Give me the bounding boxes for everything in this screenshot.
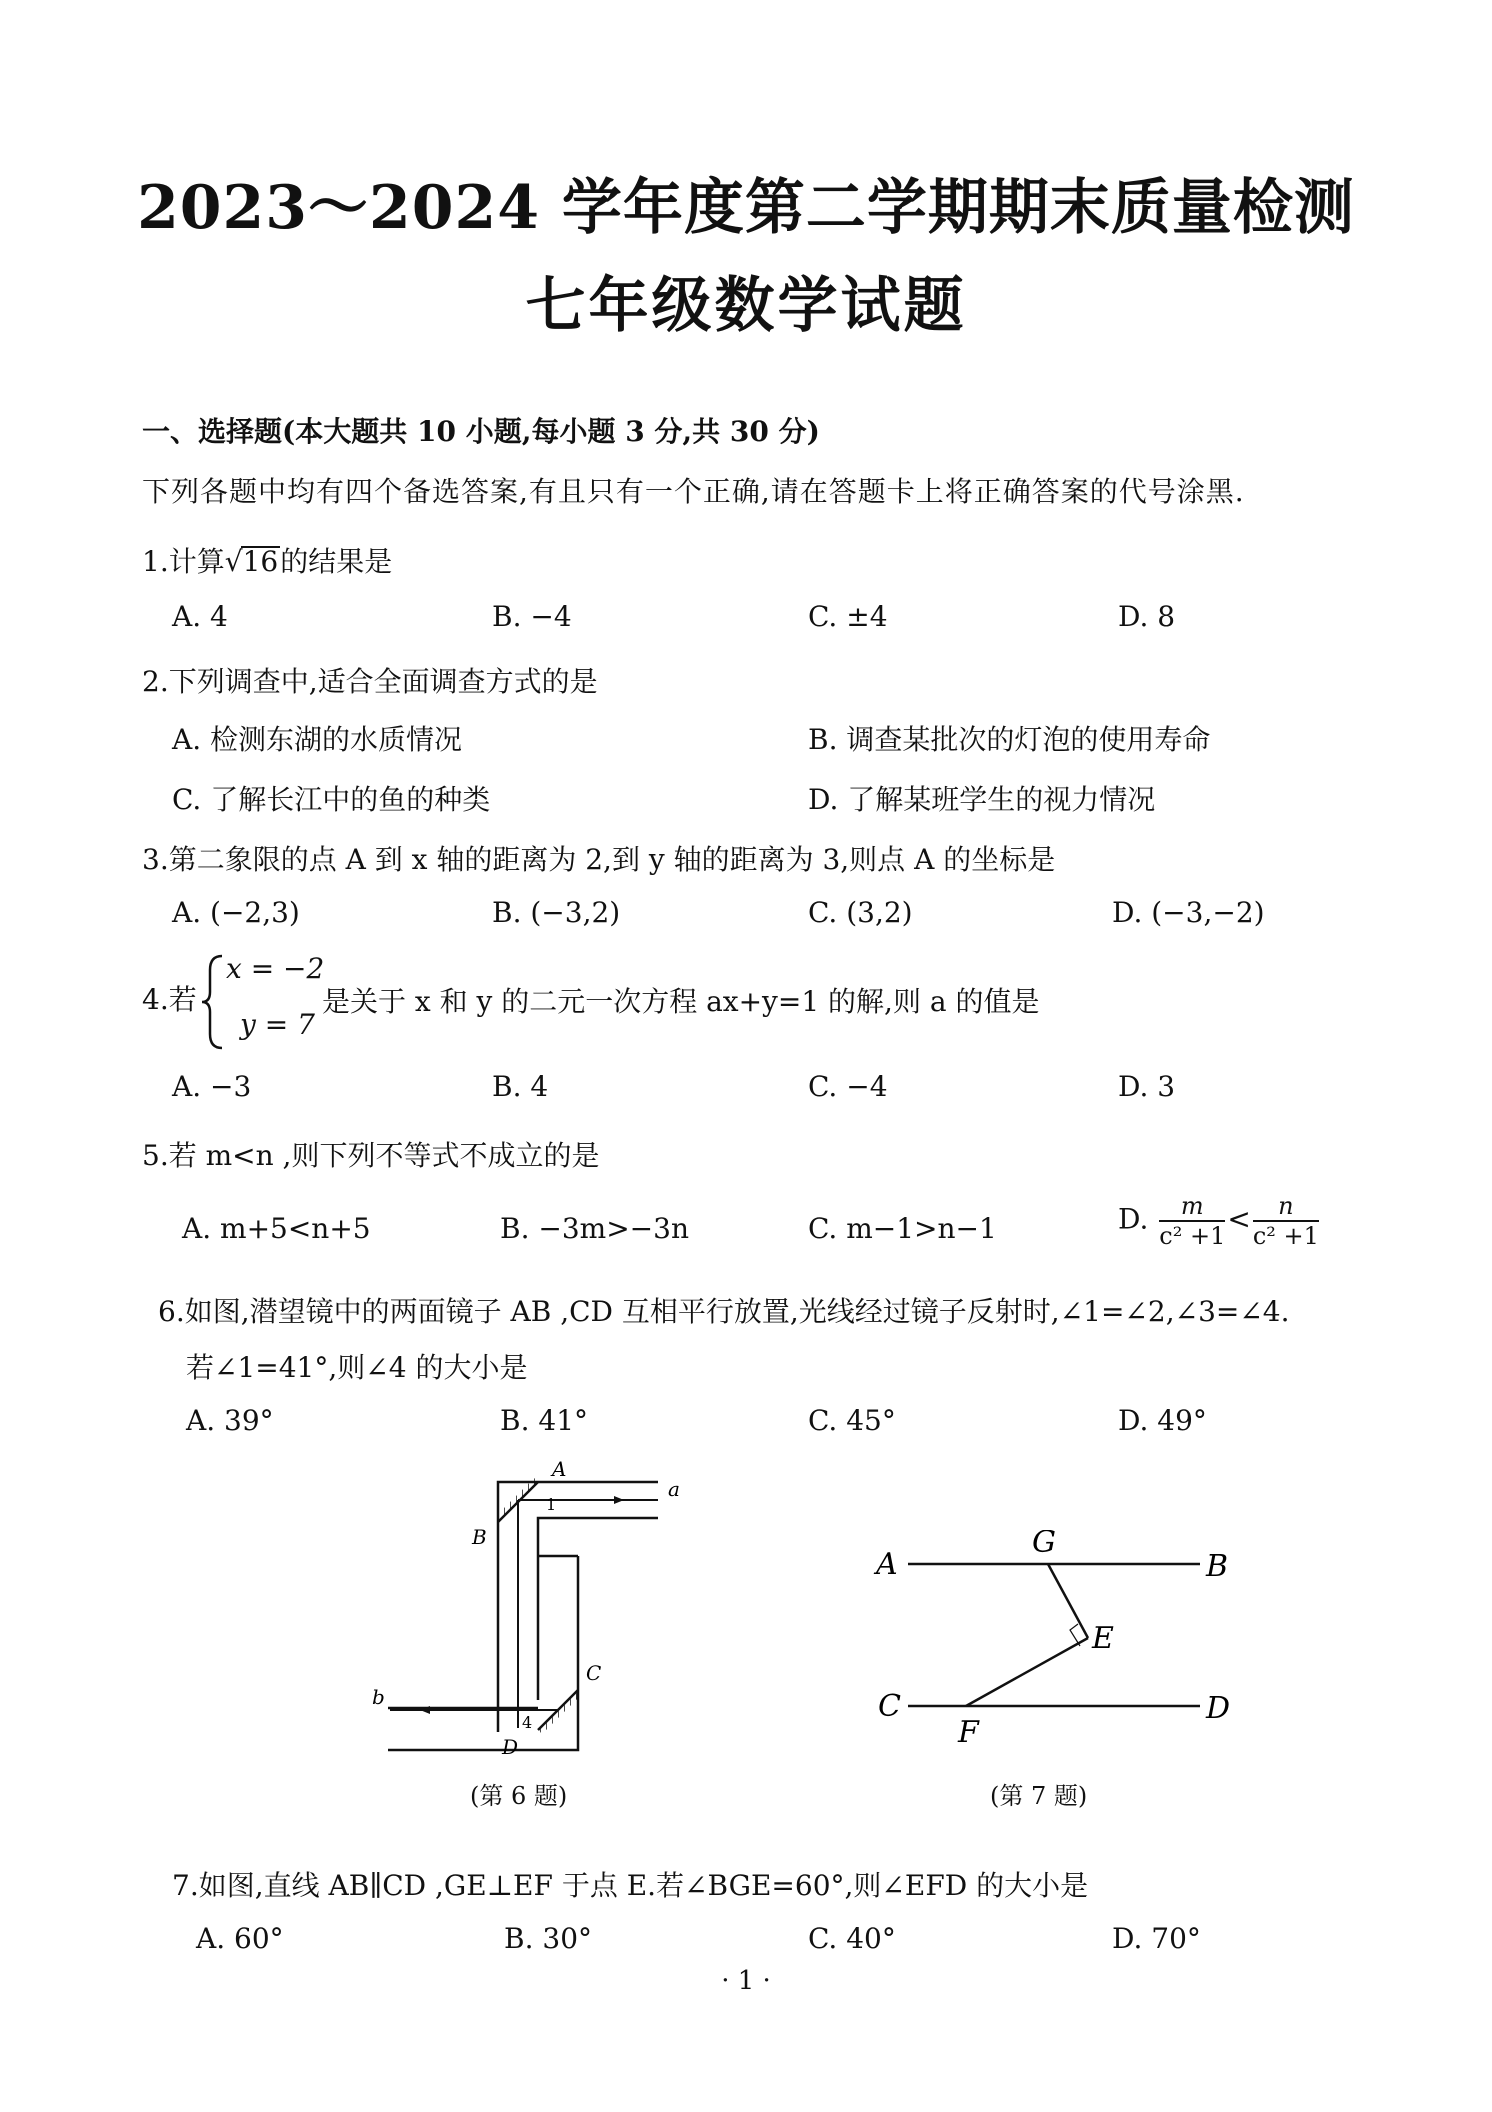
q4-option-b: B. 4 xyxy=(492,1070,549,1103)
q7-option-c: C. 40° xyxy=(808,1922,896,1955)
q5-optd-less-than: < xyxy=(1227,1202,1251,1236)
q1-option-b: B. −4 xyxy=(492,600,572,633)
q7-option-b: B. 30° xyxy=(504,1922,593,1955)
q3-option-b: B. (−3,2) xyxy=(492,896,621,929)
fig7-label-b: B xyxy=(1206,1549,1229,1584)
section-heading: 一、选择题(本大题共 10 小题,每小题 3 分,共 30 分) xyxy=(142,415,820,448)
q3-option-d: D. (−3,−2) xyxy=(1112,896,1265,929)
q3-option-c: C. (3,2) xyxy=(808,896,913,929)
question-6-line-1: 6.如图,潜望镜中的两面镜子 AB ,CD 互相平行放置,光线经过镜子反射时,∠1=∠2,∠3=∠4. xyxy=(158,1295,1290,1328)
q5-option-c: C. m−1>n−1 xyxy=(808,1212,997,1245)
exam-title: 2023～2024 学年度第二学期期末质量检测 xyxy=(137,173,1355,243)
fig7-label-a: A xyxy=(876,1547,898,1582)
q2-option-b: B. 调查某批次的灯泡的使用寿命 xyxy=(808,723,1211,756)
figure-7-parallel-lines xyxy=(870,1530,1250,1760)
fig6-label-a-lower: a xyxy=(668,1477,680,1501)
q1-radicand: 16 xyxy=(242,545,279,578)
question-3-stem: 3.第二象限的点 A 到 x 轴的距离为 2,到 y 轴的距离为 3,则点 A 的坐标是 xyxy=(142,843,1056,876)
question-6-line-2: 若∠1=41°,则∠4 的大小是 xyxy=(186,1351,528,1384)
q5-optd-numerator-1: m xyxy=(1159,1192,1225,1222)
q4-equation-2: y = 7 xyxy=(240,1008,315,1041)
segment-ef xyxy=(966,1638,1088,1706)
fig6-label-a-upper: A xyxy=(552,1460,567,1481)
q5-optd-prefix: D. xyxy=(1118,1202,1149,1236)
fig7-label-c: C xyxy=(878,1689,901,1724)
question-2-stem: 2.下列调查中,适合全面调查方式的是 xyxy=(142,665,598,698)
fig7-label-f: F xyxy=(958,1715,979,1750)
q4-option-d: D. 3 xyxy=(1118,1070,1176,1103)
q2-option-d: D. 了解某班学生的视力情况 xyxy=(808,783,1156,816)
page-number: · 1 · xyxy=(721,1966,771,1996)
q1-suffix: 的结果是 xyxy=(280,545,393,578)
q5-optd-denominator-2: c² +1 xyxy=(1252,1222,1319,1250)
fig7-label-d: D xyxy=(1206,1691,1231,1726)
question-5-stem: 5.若 m<n ,则下列不等式不成立的是 xyxy=(142,1139,600,1172)
exam-subtitle: 七年级数学试题 xyxy=(525,271,967,341)
q5-optd-fraction-1 xyxy=(1159,1192,1225,1250)
q4-equation-1: x = −2 xyxy=(226,952,325,985)
q6-option-a: A. 39° xyxy=(186,1404,274,1437)
fig7-label-e: E xyxy=(1092,1621,1114,1656)
q4-option-c: C. −4 xyxy=(808,1070,888,1103)
q5-option-a: A. m+5<n+5 xyxy=(182,1212,371,1245)
q7-option-a: A. 60° xyxy=(196,1922,284,1955)
fig6-label-b-upper: B xyxy=(472,1525,487,1549)
q1-option-a: A. 4 xyxy=(172,600,228,633)
section-instruction: 下列各题中均有四个备选答案,有且只有一个正确,请在答题卡上将正确答案的代号涂黑. xyxy=(142,475,1245,508)
q2-option-a: A. 检测东湖的水质情况 xyxy=(172,723,463,756)
figure-6-periscope xyxy=(360,1460,720,1760)
q5-optd-fraction-2 xyxy=(1253,1192,1319,1250)
q4-suffix: 是关于 x 和 y 的二元一次方程 ax+y=1 的解,则 a 的值是 xyxy=(322,985,1040,1018)
q5-optd-denominator-1: c² +1 xyxy=(1159,1222,1226,1250)
q1-option-c: C. ±4 xyxy=(808,600,888,633)
figure-7-caption: (第 7 题) xyxy=(990,1782,1088,1810)
q6-option-c: C. 45° xyxy=(808,1404,896,1437)
q2-option-c: C. 了解长江中的鱼的种类 xyxy=(172,783,491,816)
q5-option-d xyxy=(1118,1192,1321,1250)
question-7-stem: 7.如图,直线 AB∥CD ,GE⊥EF 于点 E.若∠BGE=60°,则∠EFD 的大小是 xyxy=(172,1869,1089,1902)
q5-optd-numerator-2: n xyxy=(1253,1192,1319,1222)
fig6-label-4: 4 xyxy=(522,1713,533,1732)
q5-option-b: B. −3m>−3n xyxy=(500,1212,689,1245)
q4-brace xyxy=(200,952,226,1052)
q6-option-d: D. 49° xyxy=(1118,1404,1207,1437)
q1-prefix: 1.计算 xyxy=(142,545,225,578)
fig6-label-d: D xyxy=(502,1735,519,1759)
sqrt-sign: √ xyxy=(224,545,243,578)
q4-option-a: A. −3 xyxy=(172,1070,252,1103)
question-1-stem xyxy=(142,540,392,580)
fig6-label-b-lower: b xyxy=(372,1685,385,1709)
q6-option-b: B. 41° xyxy=(500,1404,589,1437)
figure-6-caption: (第 6 题) xyxy=(470,1782,568,1810)
q4-prefix: 4.若 xyxy=(142,983,197,1016)
q3-option-a: A. (−2,3) xyxy=(172,896,300,929)
segment-ge xyxy=(1048,1564,1088,1638)
fig6-label-1: 1 xyxy=(546,1495,557,1514)
q1-option-d: D. 8 xyxy=(1118,600,1176,633)
fig7-label-g: G xyxy=(1032,1530,1056,1560)
fig6-label-c: C xyxy=(586,1661,602,1685)
q7-option-d: D. 70° xyxy=(1112,1922,1201,1955)
